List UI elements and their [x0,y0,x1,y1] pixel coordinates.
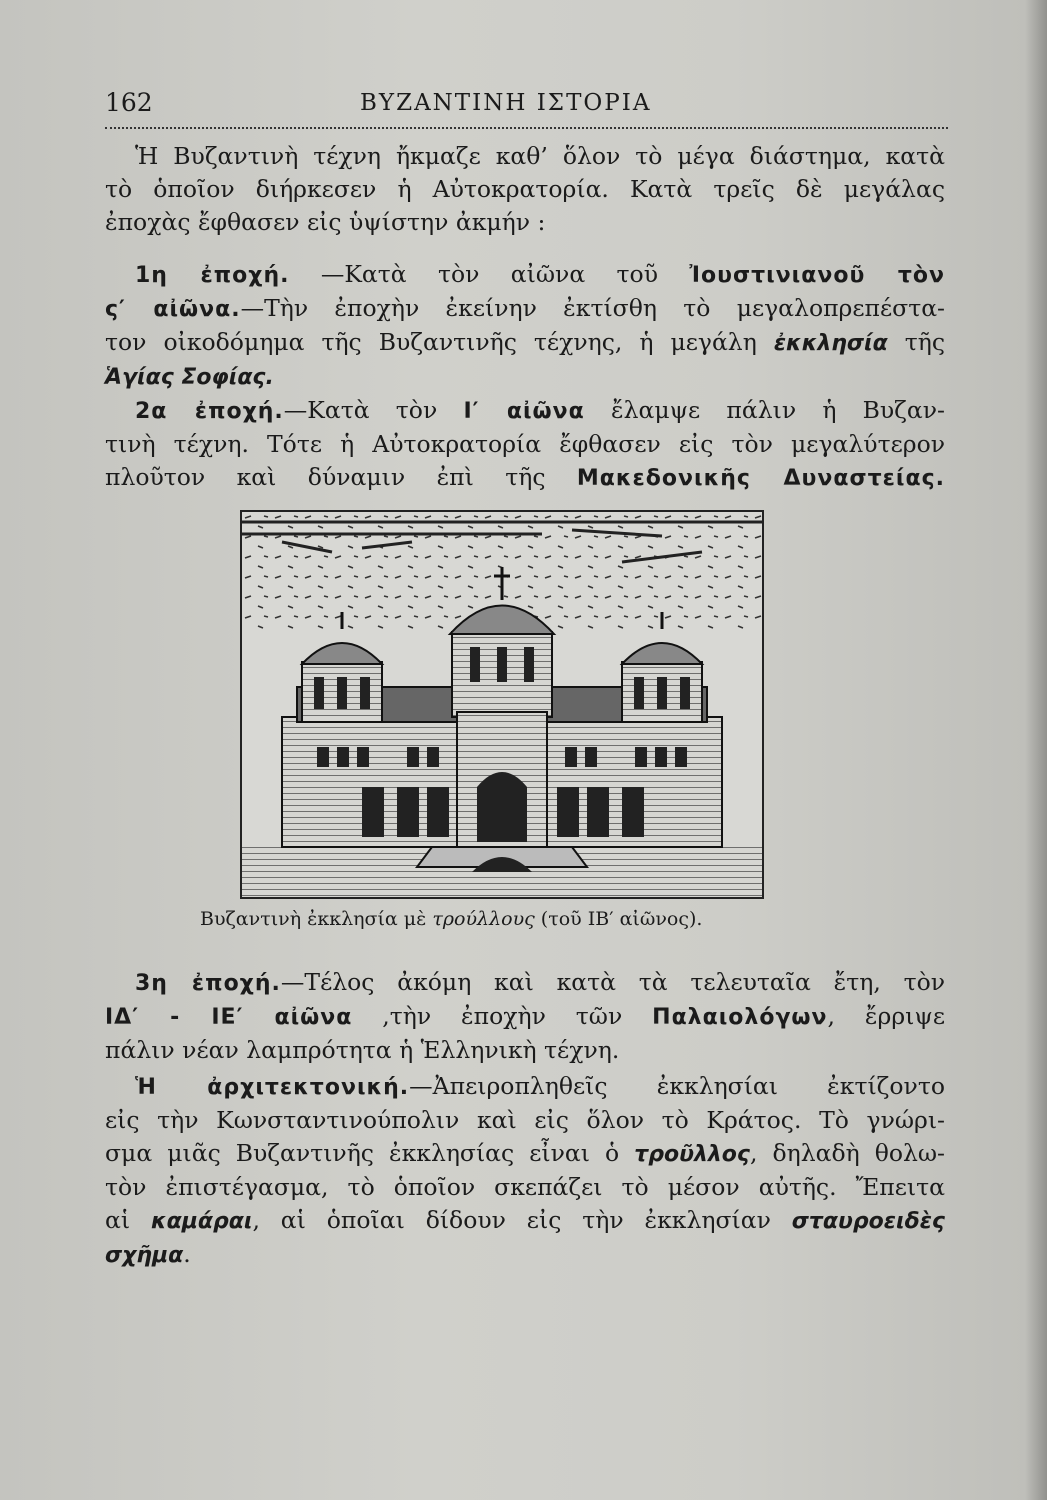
epoch2-paragraph [105,394,945,495]
text-span: αἱ [105,1206,151,1234]
italic-span: τρούλλους [432,908,535,930]
epoch2-label: 2α ἐποχή. [135,399,284,424]
text-line: πάλιν νέαν λαμπρότητα ἡ Ἑλληνικὴ τέχνη. [105,1036,620,1064]
header-rule [105,127,948,129]
text-line: ἐποχὰς ἔφθασεν εἰς ὑψίστην ἀκμήν : [105,208,546,236]
text-line [105,1238,945,1272]
italic-span: Ἁγίας Σοφίας. [105,365,274,390]
bold-span: σταυροειδὲς [791,1209,945,1234]
text-span: —Τὴν ἐποχὴν ἐκείνην ἐκτίσθη τὸ μεγαλοπρεπέστα- [240,294,945,322]
bold-span: τροῦλλος [634,1142,750,1167]
bold-span: ς′ αἰῶνα. [105,297,241,322]
text-span: (τοῦ ΙΒ′ αἰῶνος). [534,908,703,930]
text-span: Βυζαντινὴ ἐκκλησία μὲ [200,908,433,930]
text-span: —Ἀπειροπληθεῖς ἐκκλησίαι ἐκτίζοντο [409,1072,945,1100]
text-span: —Κατὰ τὸν [283,396,464,424]
bold-span: Ἰουστινιανοῦ τὸν [689,263,946,288]
bold-span: ἐκκλησία [773,331,888,356]
text-span: , αἱ ὁποῖαι δίδουν εἰς τὴν ἐκκλησίαν [252,1206,792,1234]
text-line [105,1000,945,1034]
text-line [105,326,945,360]
architecture-label: Ἡ ἀρχιτεκτονική. [135,1075,410,1100]
text-line [105,1070,945,1104]
church-illustration [240,510,764,899]
text-span: ἔλαμψε πάλιν ἡ Βυζαν- [584,396,945,424]
bold-span: Μακεδονικῆς Δυναστείας. [576,466,945,491]
byzantine-church-drawing [242,512,762,897]
intro-paragraph [105,140,945,239]
text-span: ,τὴν ἐποχὴν τῶν [352,1002,653,1030]
text-line [105,966,945,1000]
text-line: Ἡ Βυζαντινὴ τέχνη ἤκμαζε καθ’ ὅλον τὸ μέγα διάστημα, κατὰ [135,142,945,170]
epoch1-paragraph [105,258,945,394]
bold-span: σχῆμα [105,1243,184,1268]
text-line [105,258,945,292]
text-span: τῆς [887,328,945,356]
bold-span: καμάραι [150,1209,253,1234]
text-span: , ἔρριψε [827,1002,945,1030]
page-header [105,88,945,128]
epoch1-label: 1η ἐποχή. [135,263,290,288]
text-span: , δηλαδὴ θολω- [749,1139,945,1167]
running-title: ΒΥΖΑΝΤΙΝΗ ΙΣΤΟΡΙΑ [360,90,652,116]
bold-span: Ι′ αἰῶνα [463,399,585,424]
text-line: τὸν ἐπιστέγασμα, τὸ ὁποῖον σκεπάζει τὸ μέσον αὐτῆς. Ἔπειτα [105,1173,945,1201]
architecture-paragraph [105,1070,945,1272]
epoch3-paragraph [105,966,945,1067]
text-line [105,461,945,495]
text-line [105,394,945,428]
text-line [105,292,945,326]
text-line [105,1137,945,1171]
text-span: —Κατὰ τὸν αἰῶνα τοῦ [289,260,690,288]
text-line: εἰς τὴν Κωνσταντινούπολιν καὶ εἰς ὅλον τὸ Κράτος. Τὸ γνώρι- [105,1106,945,1134]
text-line [105,360,945,394]
bold-span: Παλαιολόγων [652,1005,828,1030]
text-line: τὸ ὁποῖον διήρκεσεν ἡ Αὐτοκρατορία. Κατὰ τρεῖς δὲ μεγάλας [105,175,945,203]
epoch3-label: 3η ἐποχή. [135,971,281,996]
text-span: σμα μιᾶς Βυζαντινῆς ἐκκλησίας εἶναι ὁ [105,1139,635,1167]
text-span: πλοῦτον καὶ δύναμιν ἐπὶ τῆς [105,463,577,491]
text-line [105,1204,945,1238]
text-span: τον οἰκοδόμημα τῆς Βυζαντινῆς τέχνης, ἡ μεγάλη [105,328,774,356]
page-number: 162 [105,88,153,117]
figure-caption [200,908,702,930]
text-span: —Τέλος ἀκόμη καὶ κατὰ τὰ τελευταῖα ἔτη, τὸν [280,968,946,996]
page-gutter-shadow [1025,0,1047,1500]
bold-span: ΙΔ′ - ΙΕ′ αἰῶνα [105,1005,353,1030]
text-span: . [183,1240,191,1268]
text-line: τινὴ τέχνη. Τότε ἡ Αὐτοκρατορία ἔφθασεν εἰς τὸν μεγαλύτερον [105,430,945,458]
